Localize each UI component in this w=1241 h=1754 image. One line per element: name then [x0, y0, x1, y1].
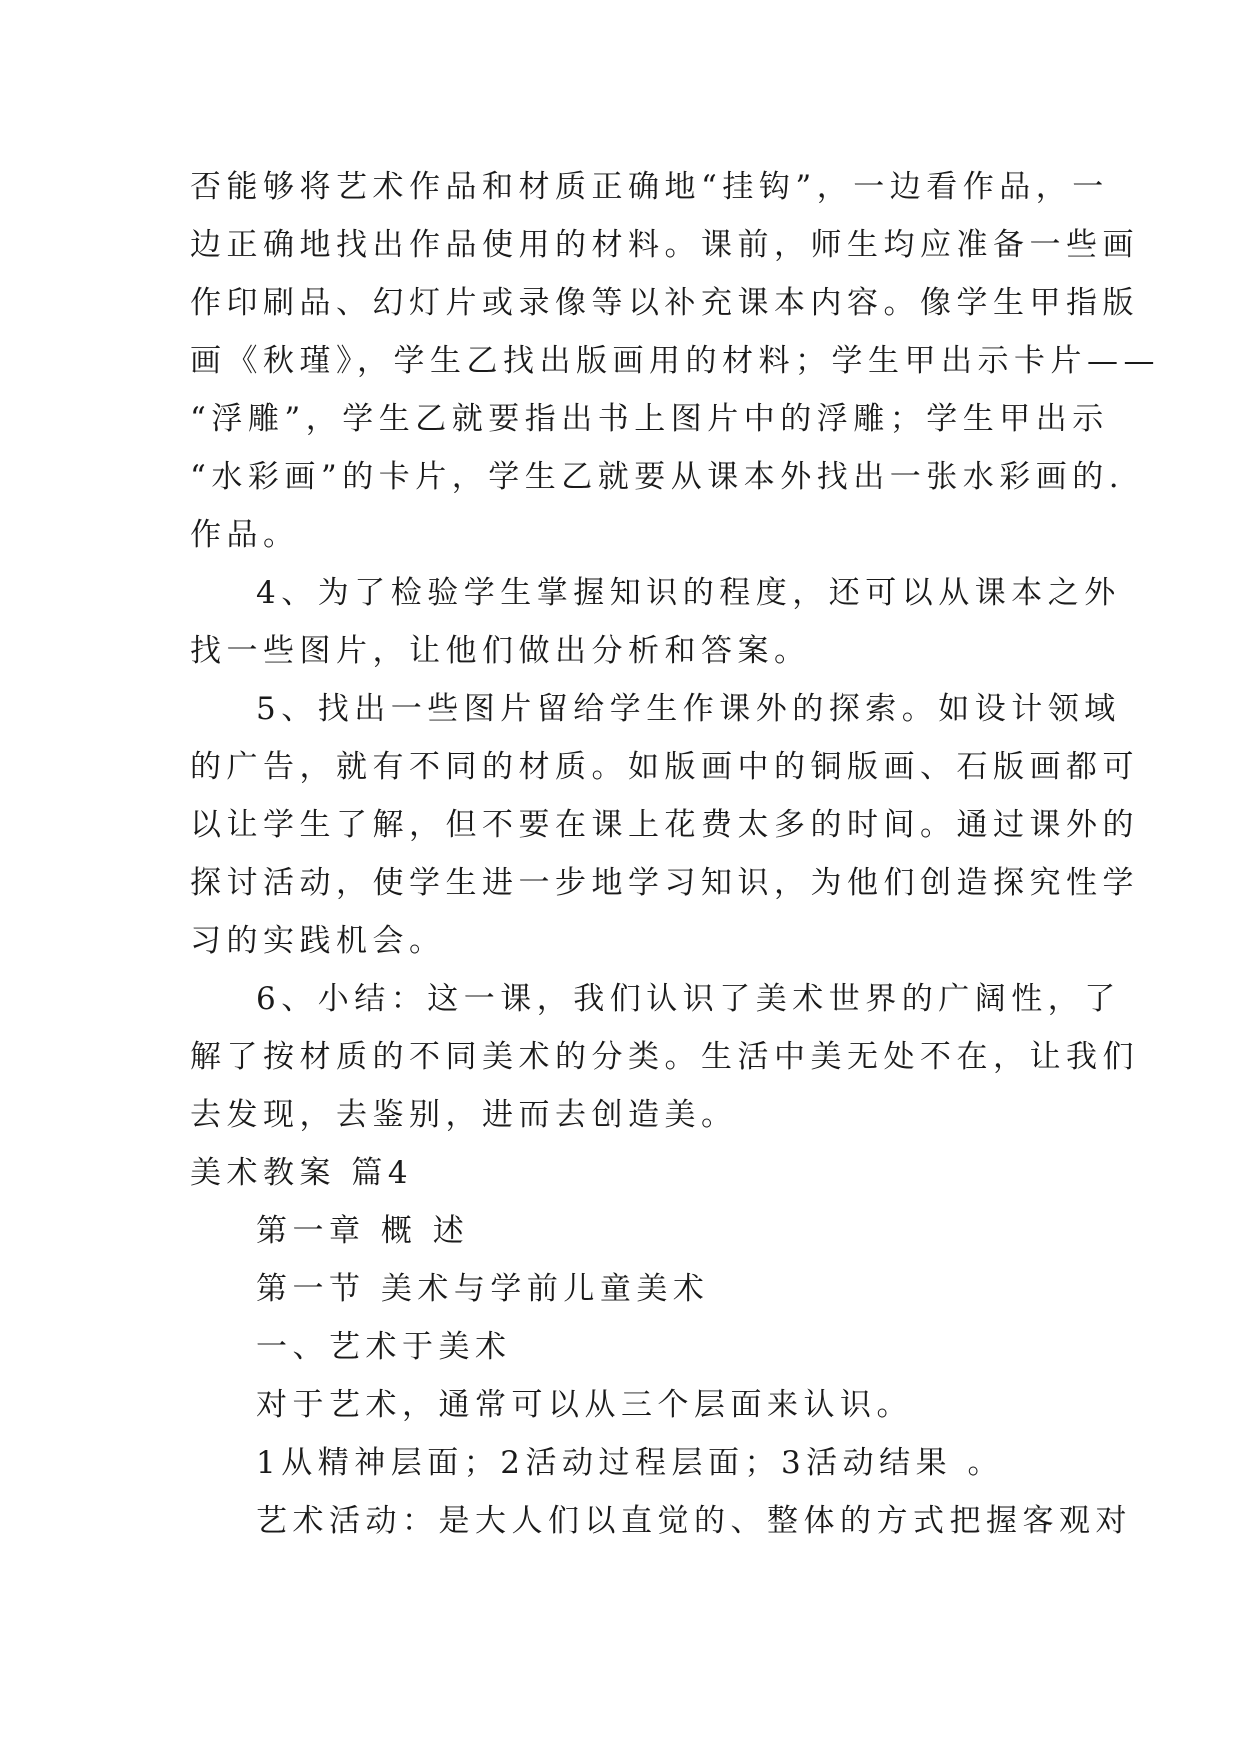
- art-activity-line: 艺术活动：是大人们以直觉的、整体的方式把握客观对: [256, 1503, 1132, 1539]
- text-line: 作印刷品、幻灯片或录像等以补充课本内容。像学生甲指版: [190, 285, 1139, 321]
- item-6-paragraph: [190, 970, 1139, 1144]
- art-levels-line: 对于艺术，通常可以从三个层面来认识。: [256, 1387, 913, 1423]
- text-line: 边正确地找出作品使用的材料。课前，师生均应准备一些画: [190, 227, 1139, 263]
- text-line: 4、为了检验学生掌握知识的程度，还可以从课本之外: [256, 575, 1121, 611]
- text-line: 画《秋瑾》，学生乙找出版画用的材料；学生甲出示卡片——: [190, 343, 1160, 379]
- item-5-paragraph: [190, 680, 1139, 970]
- section-title: 美术教案 篇4: [190, 1155, 414, 1191]
- text-line: “浮雕”，学生乙就要指出书上图片中的浮雕；学生甲出示: [190, 401, 1109, 437]
- text-line: 习的实践机会。: [190, 923, 446, 959]
- text-line: 的广告，就有不同的材质。如版画中的铜版画、石版画都可: [190, 749, 1139, 785]
- text-line: 解了按材质的不同美术的分类。生活中美无处不在，让我们: [190, 1039, 1139, 1075]
- section-1-title: 第一节 美术与学前儿童美术: [256, 1271, 710, 1307]
- item-4-paragraph: [190, 564, 1121, 680]
- text-line: “水彩画”的卡片，学生乙就要从课本外找出一张水彩画的.: [190, 459, 1125, 495]
- text-line: 探讨活动，使学生进一步地学习知识，为他们创造探究性学: [190, 865, 1139, 901]
- text-line: 作品。: [190, 517, 300, 553]
- text-line: 否能够将艺术作品和材质正确地“挂钩”，一边看作品，一: [190, 169, 1109, 205]
- document-body: [190, 158, 1160, 1550]
- text-line: 去发现，去鉴别，进而去创造美。: [190, 1097, 738, 1133]
- text-line: 以让学生了解，但不要在课上花费太多的时间。通过课外的: [190, 807, 1139, 843]
- text-line: 6、小结：这一课，我们认识了美术世界的广阔性，了: [256, 981, 1121, 1017]
- subsection-1-title: 一、艺术于美术: [256, 1329, 512, 1365]
- levels-list-line: 1从精神层面；2活动过程层面；3活动结果 。: [256, 1445, 1005, 1481]
- text-line: 5、找出一些图片留给学生作课外的探索。如设计领域: [256, 691, 1121, 727]
- text-line: 找一些图片，让他们做出分析和答案。: [190, 633, 811, 669]
- chapter-title: 第一章 概 述: [256, 1213, 470, 1249]
- continuation-paragraph: [190, 158, 1160, 564]
